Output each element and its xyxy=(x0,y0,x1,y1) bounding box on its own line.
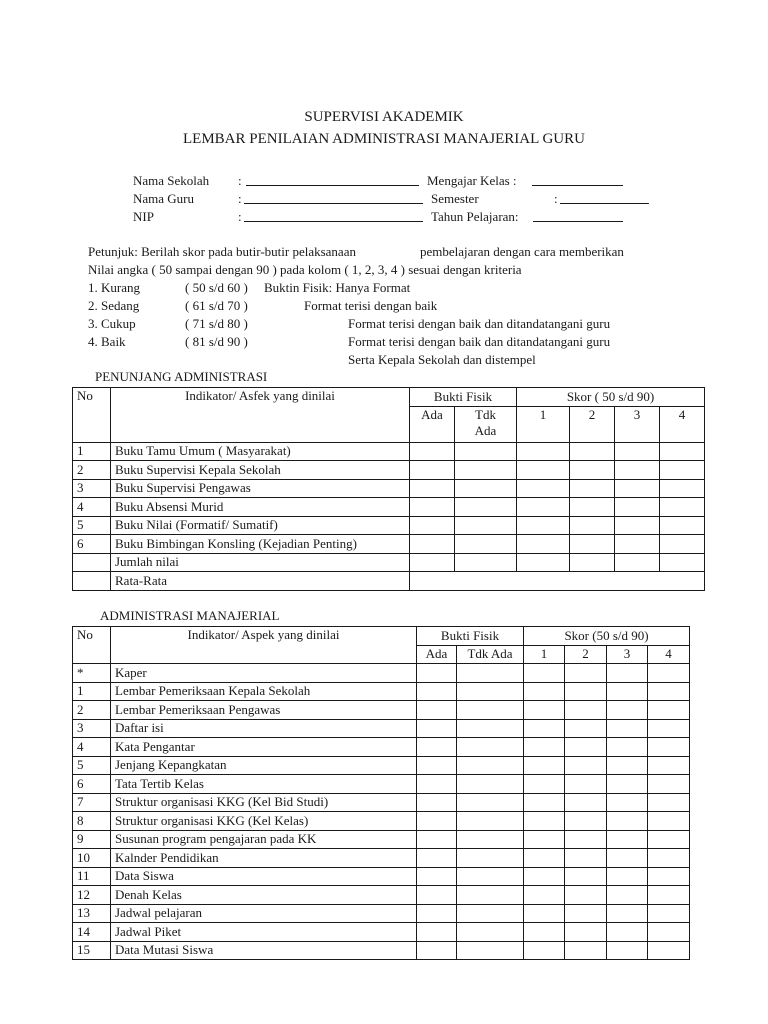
table-row xyxy=(73,719,690,738)
score-4-cell[interactable] xyxy=(648,904,690,923)
table-header-row xyxy=(73,627,690,646)
row-indicator: Lembar Pemeriksaan Pengawas xyxy=(111,701,417,720)
tdk-ada-cell[interactable] xyxy=(455,479,517,498)
row-indicator: Data Siswa xyxy=(111,867,417,886)
table-row xyxy=(73,516,705,535)
criteria-range: ( 61 s/d 70 ) xyxy=(185,298,248,313)
col-skor: Skor (50 s/d 90) xyxy=(524,627,690,646)
row-indicator: Jenjang Kepangkatan xyxy=(111,756,417,775)
tdk-ada-cell[interactable] xyxy=(457,682,524,701)
score-3-cell[interactable] xyxy=(615,498,660,517)
col-score-1: 1 xyxy=(524,645,565,664)
row-number: 14 xyxy=(73,923,111,942)
tdk-ada-cell[interactable] xyxy=(457,812,524,831)
ada-cell[interactable] xyxy=(410,498,455,517)
ada-cell[interactable] xyxy=(410,461,455,480)
table-row xyxy=(73,535,705,554)
row-number: 13 xyxy=(73,904,111,923)
score-1-cell[interactable] xyxy=(524,775,565,794)
criteria-label: 1. Kurang xyxy=(88,280,140,295)
criteria-desc: Format terisi dengan baik xyxy=(304,298,438,313)
score-2-cell[interactable] xyxy=(565,701,607,720)
tdk-ada-cell[interactable] xyxy=(457,719,524,738)
tdk-ada-cell[interactable] xyxy=(455,498,517,517)
table-row xyxy=(73,498,705,517)
row-number: 5 xyxy=(73,756,111,775)
ada-cell[interactable] xyxy=(417,886,457,905)
criteria-range: ( 50 s/d 60 ) xyxy=(185,280,248,295)
tdk-ada-cell[interactable] xyxy=(455,516,517,535)
score-2-cell[interactable] xyxy=(565,904,607,923)
criteria-label: 3. Cukup xyxy=(88,316,136,331)
col-no: No xyxy=(73,627,111,664)
score-4-cell[interactable] xyxy=(648,941,690,960)
row-number: 15 xyxy=(73,941,111,960)
criteria-label: 4. Baik xyxy=(88,334,126,349)
score-1-cell[interactable] xyxy=(517,516,570,535)
score-2-cell[interactable] xyxy=(570,535,615,554)
row-number: 3 xyxy=(73,479,111,498)
row-indicator: Susunan program pengajaran pada KK xyxy=(111,830,417,849)
row-indicator: Lembar Pemeriksaan Kepala Sekolah xyxy=(111,682,417,701)
score-4-cell[interactable] xyxy=(648,923,690,942)
score-3-cell[interactable] xyxy=(607,867,648,886)
row-indicator: Tata Tertib Kelas xyxy=(111,775,417,794)
col-tdk-ada: Tdk Ada xyxy=(457,645,524,664)
table-row xyxy=(73,830,690,849)
row-number: 9 xyxy=(73,830,111,849)
table-row xyxy=(73,867,690,886)
ada-cell[interactable] xyxy=(417,867,457,886)
table-row xyxy=(73,701,690,720)
row-indicator: Struktur organisasi KKG (Kel Bid Studi) xyxy=(111,793,417,812)
row-indicator: Jadwal Piket xyxy=(111,923,417,942)
score-3-cell[interactable] xyxy=(615,516,660,535)
row-number: 11 xyxy=(73,867,111,886)
criteria-desc: Format terisi dengan baik dan ditandatangani guru xyxy=(348,316,611,331)
score-4-cell[interactable] xyxy=(648,756,690,775)
col-bukti-fisik: Bukti Fisik xyxy=(417,627,524,646)
score-4-cell[interactable] xyxy=(648,867,690,886)
score-2-cell[interactable] xyxy=(565,719,607,738)
row-number: 5 xyxy=(73,516,111,535)
row-indicator: Daftar isi xyxy=(111,719,417,738)
row-indicator: Denah Kelas xyxy=(111,886,417,905)
table-row xyxy=(73,738,690,757)
table-row xyxy=(73,756,690,775)
field-nama-sekolah[interactable] xyxy=(246,173,419,186)
table-row xyxy=(73,682,690,701)
score-1-cell[interactable] xyxy=(524,904,565,923)
table-administrasi-manajerial xyxy=(72,626,690,960)
score-4-cell[interactable] xyxy=(648,812,690,831)
criteria-extra: Serta Kepala Sekolah dan distempel xyxy=(348,352,536,367)
score-3-cell[interactable] xyxy=(607,904,648,923)
score-4-cell[interactable] xyxy=(648,775,690,794)
col-score-3: 3 xyxy=(607,645,648,664)
score-1-cell[interactable] xyxy=(517,461,570,480)
score-4-cell[interactable] xyxy=(648,719,690,738)
row-number: 6 xyxy=(73,535,111,554)
document-subtitle: LEMBAR PENILAIAN ADMINISTRASI MANAJERIAL GURU xyxy=(183,131,585,147)
ada-cell[interactable] xyxy=(410,516,455,535)
field-mengajar-kelas[interactable] xyxy=(532,173,623,186)
label-tahun-pelajaran: Tahun Pelajaran: xyxy=(431,209,519,224)
col-indikator: Indikator/ Aspek yang dinilai xyxy=(111,627,417,664)
score-2-cell[interactable] xyxy=(565,664,607,683)
row-indicator: Buku Absensi Murid xyxy=(111,498,410,517)
row-number: 10 xyxy=(73,849,111,868)
row-number: * xyxy=(73,664,111,683)
score-3-cell[interactable] xyxy=(615,535,660,554)
table-row xyxy=(73,775,690,794)
table-row xyxy=(73,941,690,960)
score-1-cell[interactable] xyxy=(517,442,570,461)
score-3-cell[interactable] xyxy=(607,923,648,942)
score-2-cell[interactable] xyxy=(565,738,607,757)
score-3-cell[interactable] xyxy=(615,461,660,480)
score-3-cell[interactable] xyxy=(607,701,648,720)
row-indicator: Jadwal pelajaran xyxy=(111,904,417,923)
field-tahun-pelajaran[interactable] xyxy=(533,209,623,222)
tdk-ada-cell[interactable] xyxy=(457,904,524,923)
criteria-desc: Format terisi dengan baik dan ditandatangani guru xyxy=(348,334,611,349)
col-score-4: 4 xyxy=(660,406,705,442)
jumlah-label: Jumlah nilai xyxy=(111,553,410,572)
ada-cell[interactable] xyxy=(410,442,455,461)
row-indicator: Struktur organisasi KKG (Kel Kelas) xyxy=(111,812,417,831)
col-score-1: 1 xyxy=(517,406,570,442)
table-row xyxy=(73,886,690,905)
score-2-cell[interactable] xyxy=(565,830,607,849)
score-4-cell[interactable] xyxy=(648,682,690,701)
jumlah-row xyxy=(73,553,705,572)
score-1-cell[interactable] xyxy=(517,479,570,498)
score-1-cell[interactable] xyxy=(524,923,565,942)
table-row xyxy=(73,849,690,868)
score-4-cell[interactable] xyxy=(648,886,690,905)
row-indicator: Data Mutasi Siswa xyxy=(111,941,417,960)
criteria-desc: Buktin Fisik: Hanya Format xyxy=(264,280,411,295)
tdk-ada-cell[interactable] xyxy=(457,701,524,720)
row-number: 4 xyxy=(73,498,111,517)
criteria-range: ( 71 s/d 80 ) xyxy=(185,316,248,331)
score-2-cell[interactable] xyxy=(565,793,607,812)
score-1-cell[interactable] xyxy=(524,719,565,738)
col-indikator: Indikator/ Asfek yang dinilai xyxy=(111,388,410,443)
row-indicator: Buku Nilai (Formatif/ Sumatif) xyxy=(111,516,410,535)
tdk-ada-cell[interactable] xyxy=(457,941,524,960)
ada-cell[interactable] xyxy=(410,479,455,498)
field-nama-guru[interactable] xyxy=(244,191,423,204)
score-1-cell[interactable] xyxy=(517,535,570,554)
table-row xyxy=(73,664,690,683)
col-no: No xyxy=(73,388,111,443)
score-1-cell[interactable] xyxy=(524,664,565,683)
score-1-cell[interactable] xyxy=(524,830,565,849)
score-4-cell[interactable] xyxy=(648,664,690,683)
score-3-cell[interactable] xyxy=(607,738,648,757)
ada-cell[interactable] xyxy=(417,849,457,868)
score-3-cell[interactable] xyxy=(615,442,660,461)
col-skor: Skor ( 50 s/d 90) xyxy=(517,388,705,407)
col-bukti-fisik: Bukti Fisik xyxy=(410,388,517,407)
table-row xyxy=(73,923,690,942)
ada-cell[interactable] xyxy=(417,923,457,942)
score-cell[interactable] xyxy=(517,553,570,572)
row-number: 8 xyxy=(73,812,111,831)
score-2-cell[interactable] xyxy=(565,682,607,701)
label-nip: NIP xyxy=(133,209,154,224)
ada-cell[interactable] xyxy=(410,535,455,554)
row-number: 4 xyxy=(73,738,111,757)
row-number: 1 xyxy=(73,442,111,461)
score-2-cell[interactable] xyxy=(570,442,615,461)
score-4-cell[interactable] xyxy=(660,461,705,480)
ada-cell[interactable] xyxy=(417,812,457,831)
ada-cell[interactable] xyxy=(417,775,457,794)
score-4-cell[interactable] xyxy=(660,498,705,517)
table-row xyxy=(73,461,705,480)
ada-cell[interactable] xyxy=(417,719,457,738)
table-row xyxy=(73,479,705,498)
score-2-cell[interactable] xyxy=(565,941,607,960)
rata-row xyxy=(73,572,705,591)
criteria-label: 2. Sedang xyxy=(88,298,140,313)
row-number: 6 xyxy=(73,775,111,794)
row-indicator: Buku Bimbingan Konsling (Kejadian Penting) xyxy=(111,535,410,554)
col-score-4: 4 xyxy=(648,645,690,664)
document-title: SUPERVISI AKADEMIK xyxy=(304,109,464,125)
section-title-penunjang: PENUNJANG ADMINISTRASI xyxy=(95,369,268,384)
colon: : xyxy=(554,191,558,206)
score-2-cell[interactable] xyxy=(570,498,615,517)
col-ada: Ada xyxy=(410,406,455,442)
col-tdk-ada: Tdk Ada xyxy=(455,406,517,442)
ada-cell[interactable] xyxy=(417,756,457,775)
tdk-ada-cell[interactable] xyxy=(457,886,524,905)
score-1-cell[interactable] xyxy=(524,849,565,868)
tdk-ada-cell[interactable] xyxy=(457,664,524,683)
row-indicator: Kaper xyxy=(111,664,417,683)
ada-cell[interactable] xyxy=(417,738,457,757)
score-4-cell[interactable] xyxy=(660,516,705,535)
rata-value-cell[interactable] xyxy=(410,572,705,591)
score-1-cell[interactable] xyxy=(524,886,565,905)
tdk-ada-cell[interactable] xyxy=(457,867,524,886)
row-indicator: Kata Pengantar xyxy=(111,738,417,757)
score-1-cell[interactable] xyxy=(517,498,570,517)
score-2-cell[interactable] xyxy=(565,775,607,794)
tdk-ada-cell[interactable] xyxy=(457,923,524,942)
ada-cell[interactable] xyxy=(417,941,457,960)
instructions-line-2: Nilai angka ( 50 sampai dengan 90 ) pada kolom ( 1, 2, 3, 4 ) sesuai dengan kriteria xyxy=(88,262,522,277)
ada-cell[interactable] xyxy=(417,664,457,683)
score-4-cell[interactable] xyxy=(648,738,690,757)
score-cell[interactable] xyxy=(570,553,615,572)
row-indicator: Buku Tamu Umum ( Masyarakat) xyxy=(111,442,410,461)
row-indicator: Buku Supervisi Pengawas xyxy=(111,479,410,498)
row-number: 1 xyxy=(73,682,111,701)
table-penunjang-administrasi xyxy=(72,387,705,591)
score-2-cell[interactable] xyxy=(565,812,607,831)
table-row xyxy=(73,442,705,461)
score-3-cell[interactable] xyxy=(607,719,648,738)
score-2-cell[interactable] xyxy=(565,923,607,942)
row-indicator: Buku Supervisi Kepala Sekolah xyxy=(111,461,410,480)
score-2-cell[interactable] xyxy=(570,516,615,535)
score-1-cell[interactable] xyxy=(524,867,565,886)
label-nama-sekolah: Nama Sekolah xyxy=(133,173,210,188)
score-3-cell[interactable] xyxy=(607,886,648,905)
score-cell[interactable] xyxy=(615,553,660,572)
tdk-ada-cell[interactable] xyxy=(457,830,524,849)
score-3-cell[interactable] xyxy=(607,830,648,849)
col-score-3: 3 xyxy=(615,406,660,442)
score-4-cell[interactable] xyxy=(660,442,705,461)
colon: : xyxy=(238,173,242,188)
score-3-cell[interactable] xyxy=(607,756,648,775)
tdk-ada-cell[interactable] xyxy=(457,849,524,868)
ada-cell[interactable] xyxy=(417,701,457,720)
tdk-ada-cell[interactable] xyxy=(455,442,517,461)
score-2-cell[interactable] xyxy=(570,461,615,480)
score-3-cell[interactable] xyxy=(607,812,648,831)
colon: : xyxy=(238,191,242,206)
score-4-cell[interactable] xyxy=(648,830,690,849)
score-3-cell[interactable] xyxy=(607,682,648,701)
tdk-ada-cell[interactable] xyxy=(455,535,517,554)
field-nip[interactable] xyxy=(244,209,423,222)
row-number: 2 xyxy=(73,461,111,480)
score-4-cell[interactable] xyxy=(660,535,705,554)
score-1-cell[interactable] xyxy=(524,756,565,775)
score-1-cell[interactable] xyxy=(524,738,565,757)
table-row xyxy=(73,793,690,812)
score-4-cell[interactable] xyxy=(648,849,690,868)
instructions-line-1b: pembelajaran dengan cara memberikan xyxy=(420,244,624,259)
score-4-cell[interactable] xyxy=(648,793,690,812)
rata-label: Rata-Rata xyxy=(111,572,410,591)
col-ada: Ada xyxy=(417,645,457,664)
ada-cell[interactable] xyxy=(417,830,457,849)
score-2-cell[interactable] xyxy=(565,867,607,886)
col-score-2: 2 xyxy=(570,406,615,442)
score-4-cell[interactable] xyxy=(660,479,705,498)
ada-cell[interactable] xyxy=(417,904,457,923)
score-3-cell[interactable] xyxy=(607,664,648,683)
score-1-cell[interactable] xyxy=(524,941,565,960)
table-row xyxy=(73,904,690,923)
score-1-cell[interactable] xyxy=(524,682,565,701)
score-3-cell[interactable] xyxy=(607,941,648,960)
score-cell[interactable] xyxy=(660,553,705,572)
score-3-cell[interactable] xyxy=(615,479,660,498)
row-number: 3 xyxy=(73,719,111,738)
row-number: 7 xyxy=(73,793,111,812)
instructions-line-1a: Petunjuk: Berilah skor pada butir-butir pelaksanaan xyxy=(88,244,356,259)
tdk-ada-cell[interactable] xyxy=(457,756,524,775)
ada-cell[interactable] xyxy=(417,793,457,812)
table-header-row xyxy=(73,388,705,407)
table-row xyxy=(73,812,690,831)
label-mengajar-kelas: Mengajar Kelas : xyxy=(427,173,517,188)
score-2-cell[interactable] xyxy=(565,756,607,775)
section-title-manajerial: ADMINISTRASI MANAJERIAL xyxy=(100,608,280,623)
score-1-cell[interactable] xyxy=(524,793,565,812)
tdk-ada-cell[interactable] xyxy=(457,775,524,794)
score-2-cell[interactable] xyxy=(565,849,607,868)
tdk-ada-cell[interactable] xyxy=(455,461,517,480)
score-4-cell[interactable] xyxy=(648,701,690,720)
score-3-cell[interactable] xyxy=(607,849,648,868)
score-3-cell[interactable] xyxy=(607,775,648,794)
score-2-cell[interactable] xyxy=(565,886,607,905)
colon: : xyxy=(238,209,242,224)
tdk-ada-cell[interactable] xyxy=(457,793,524,812)
ada-cell[interactable] xyxy=(417,682,457,701)
row-number: 2 xyxy=(73,701,111,720)
row-number: 12 xyxy=(73,886,111,905)
score-1-cell[interactable] xyxy=(524,812,565,831)
field-semester[interactable] xyxy=(560,191,649,204)
label-semester: Semester xyxy=(431,191,479,206)
criteria-range: ( 81 s/d 90 ) xyxy=(185,334,248,349)
score-3-cell[interactable] xyxy=(607,793,648,812)
label-nama-guru: Nama Guru xyxy=(133,191,195,206)
score-1-cell[interactable] xyxy=(524,701,565,720)
row-indicator: Kalnder Pendidikan xyxy=(111,849,417,868)
score-2-cell[interactable] xyxy=(570,479,615,498)
col-score-2: 2 xyxy=(565,645,607,664)
tdk-ada-cell[interactable] xyxy=(457,738,524,757)
